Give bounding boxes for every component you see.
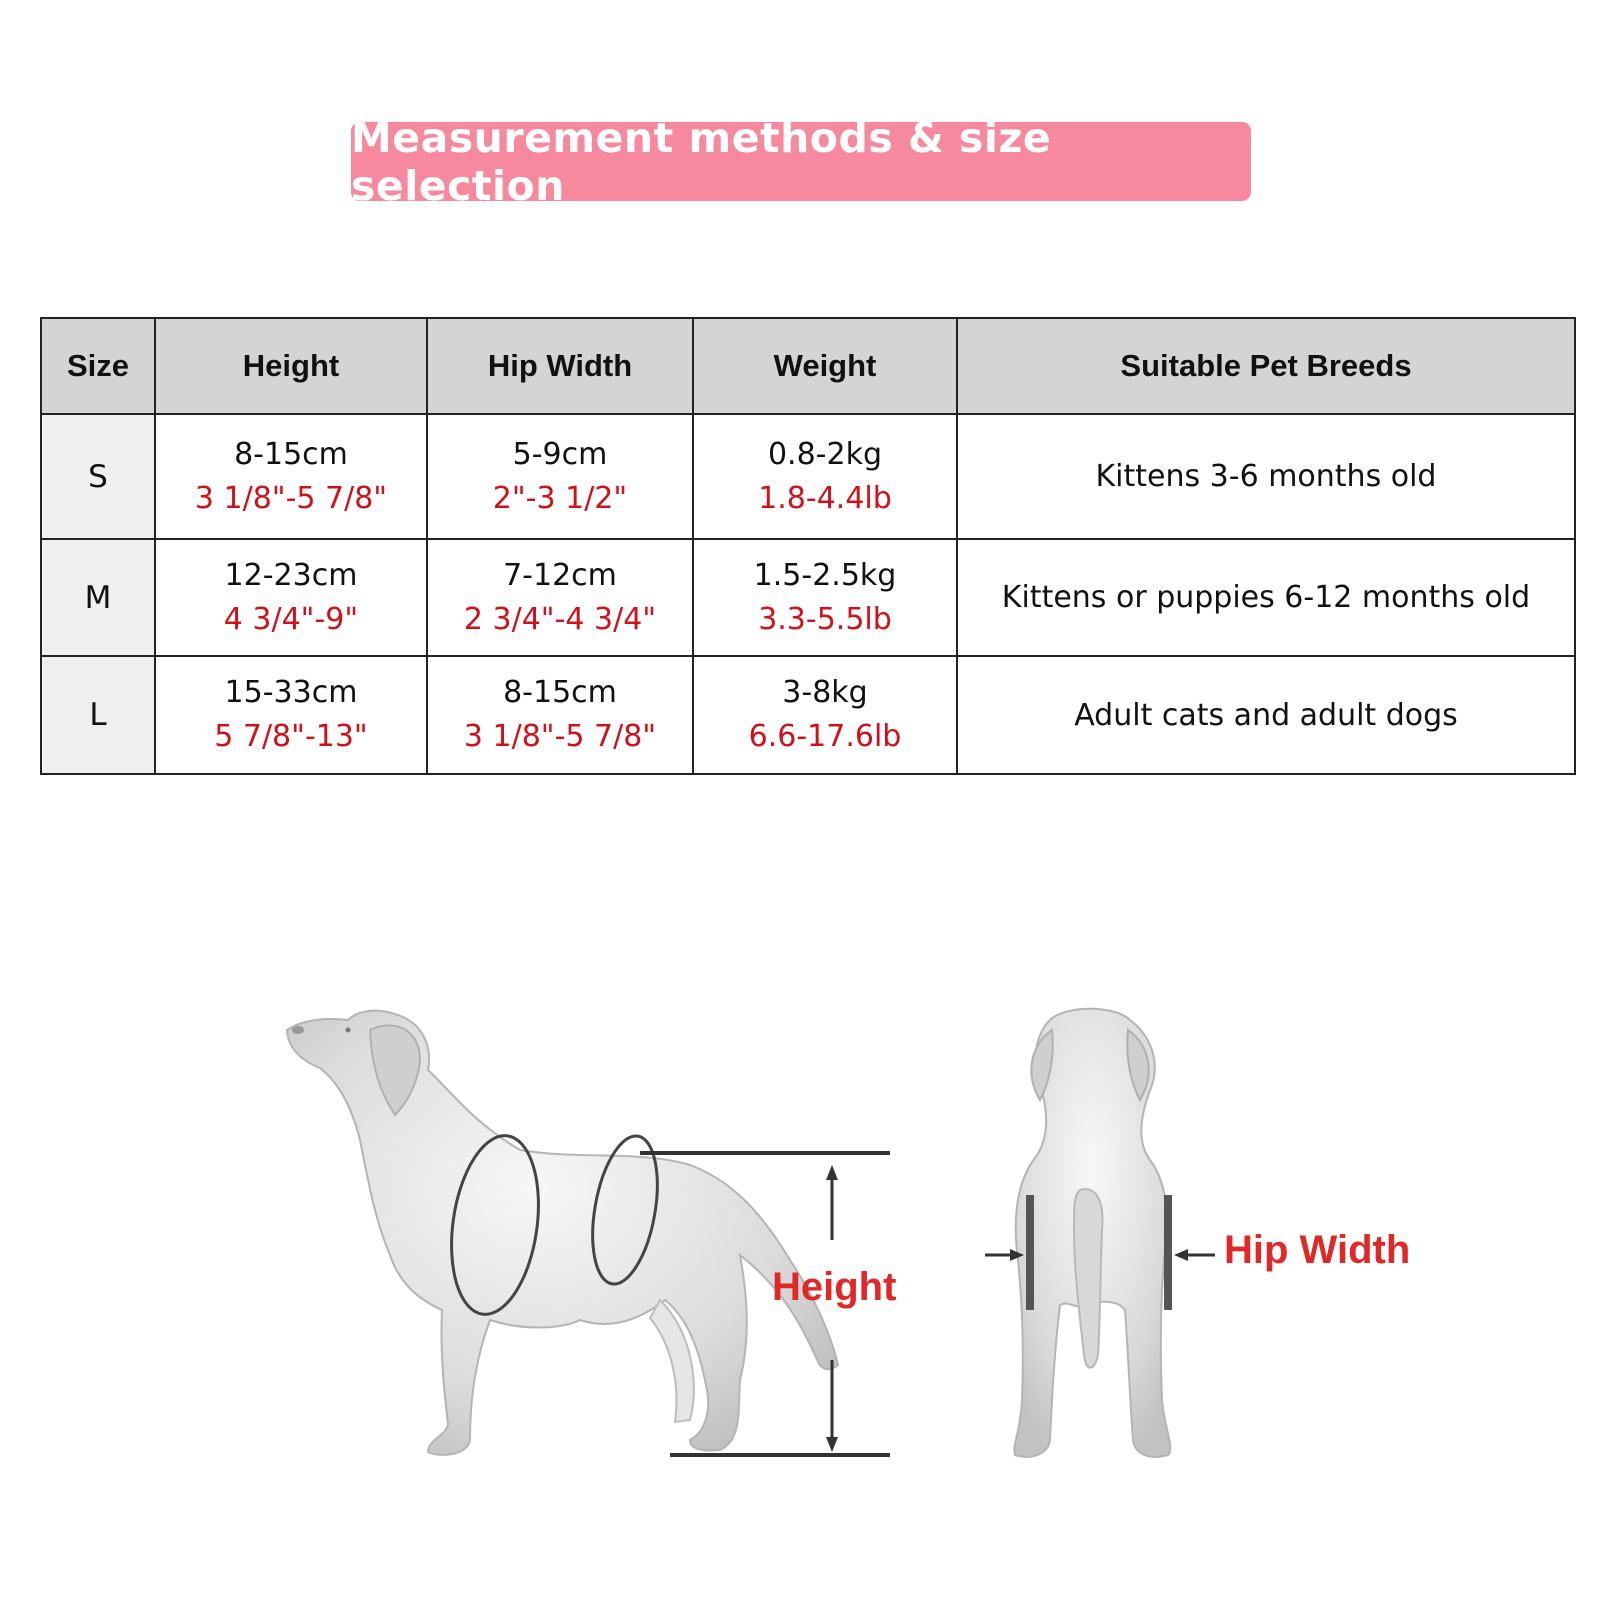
height-imperial: 3 1/8"-5 7/8" [194, 480, 388, 516]
table-row [41, 414, 1575, 539]
size-cell: L [41, 656, 155, 774]
height-metric: 12-23cm [224, 557, 358, 593]
hip-width-cell [427, 656, 693, 774]
header-height: Height [155, 318, 427, 414]
height-cell [155, 539, 427, 656]
height-metric: 15-33cm [224, 675, 358, 710]
hip-imperial: 2 3/4"-4 3/4" [463, 601, 657, 637]
weight-cell [693, 656, 957, 774]
hip-metric: 8-15cm [503, 675, 617, 710]
size-chart-table [40, 317, 1576, 775]
table-header-row [41, 318, 1575, 414]
weight-imperial: 6.6-17.6lb [748, 719, 902, 754]
header-breeds: Suitable Pet Breeds [957, 318, 1575, 414]
header-hip-width: Hip Width [427, 318, 693, 414]
header-weight: Weight [693, 318, 957, 414]
breeds-cell: Adult cats and adult dogs [957, 656, 1575, 774]
hip-width-cell [427, 539, 693, 656]
weight-metric: 1.5-2.5kg [753, 557, 897, 593]
hip-width-cell [427, 414, 693, 539]
page-title: Measurement methods & size selection [351, 122, 1251, 201]
table-row [41, 539, 1575, 656]
hip-width-label: Hip Width [1224, 1228, 1411, 1272]
hip-metric: 7-12cm [503, 557, 617, 593]
weight-imperial: 1.8-4.4lb [758, 480, 892, 516]
hip-imperial: 2"-3 1/2" [492, 480, 628, 516]
weight-metric: 0.8-2kg [767, 436, 883, 472]
height-metric: 8-15cm [234, 436, 348, 472]
dog-side-view-image [287, 1011, 890, 1455]
breeds-cell: Kittens 3-6 months old [957, 414, 1575, 539]
hip-imperial: 3 1/8"-5 7/8" [463, 719, 657, 754]
weight-metric: 3-8kg [782, 675, 868, 710]
header-size: Size [41, 318, 155, 414]
height-imperial: 5 7/8"-13" [214, 719, 368, 754]
height-label: Height [772, 1265, 897, 1309]
size-cell: M [41, 539, 155, 656]
size-cell: S [41, 414, 155, 539]
height-cell [155, 656, 427, 774]
weight-imperial: 3.3-5.5lb [758, 601, 892, 637]
hip-metric: 5-9cm [512, 436, 608, 472]
table-row [41, 656, 1575, 774]
weight-cell [693, 539, 957, 656]
breeds-cell: Kittens or puppies 6-12 months old [957, 539, 1575, 656]
dog-back-view-image [985, 1009, 1215, 1457]
measurement-illustration [0, 960, 1601, 1480]
weight-cell [693, 414, 957, 539]
height-cell [155, 414, 427, 539]
height-imperial: 4 3/4"-9" [223, 601, 359, 637]
